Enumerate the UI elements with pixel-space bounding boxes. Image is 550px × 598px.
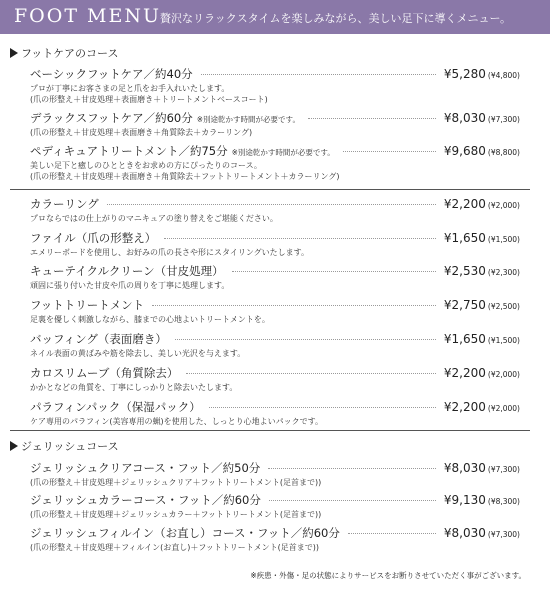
menu-item-desc: 足裏を優しく刺激しながら、膝までの心地よいトリートメントを。: [30, 315, 270, 324]
menu-item-name: ファイル（爪の形整え）: [30, 231, 157, 245]
menu-item-name: カロスリムーブ（角質除去）: [30, 366, 179, 380]
menu-item-desc: 美しい足下と癒しのひとときをお求めの方にぴったりのコース。: [30, 161, 262, 170]
menu-item-price: ¥9,680 (¥8,800): [443, 144, 520, 158]
menu-item: [30, 143, 520, 182]
tax-excluded-price: (¥4,800): [487, 71, 520, 80]
menu-item-price: ¥9,130 (¥8,300): [443, 493, 520, 507]
menu-item-price: ¥2,530 (¥2,300): [443, 264, 520, 278]
menu-item-price: ¥1,650 (¥1,500): [443, 231, 520, 245]
menu-item-name: デラックスフットケア／約60分 ※別途乾かす時間が必要です。: [30, 111, 300, 125]
menu-item-price: ¥2,200 (¥2,000): [443, 366, 520, 380]
menu-item-price: ¥8,030 (¥7,300): [443, 111, 520, 125]
tax-excluded-price: (¥7,300): [487, 465, 520, 474]
menu-item-desc: 頑固に張り付いた甘皮や爪の周りを丁寧に処理します。: [30, 281, 230, 290]
dot-leader: [268, 468, 436, 469]
menu-item-price: ¥5,280 (¥4,800): [443, 67, 520, 81]
tax-excluded-price: (¥2,500): [487, 302, 520, 311]
menu-item-price: ¥2,750 (¥2,500): [443, 298, 520, 312]
tax-excluded-price: (¥1,500): [487, 336, 520, 345]
tax-excluded-price: (¥2,000): [487, 404, 520, 413]
tax-excluded-price: (¥8,300): [487, 497, 520, 506]
menu-item-name: バッフィング（表面磨き）: [30, 332, 167, 346]
menu-item: [30, 196, 520, 224]
menu-item: [30, 460, 520, 488]
page-subtitle: 贅沢なリラックスタイムを楽しみながら、美しい足下に導くメニュー。: [160, 12, 512, 25]
section-divider: [10, 430, 530, 431]
dot-leader: [348, 533, 436, 534]
menu-item-desc: かかとなどの角質を、丁寧にしっかりと除去いたします。: [30, 383, 238, 392]
tax-excluded-price: (¥2,300): [487, 268, 520, 277]
dot-leader: [269, 500, 436, 501]
dot-leader: [164, 238, 436, 239]
menu-item: [30, 525, 520, 553]
menu-item-price: ¥8,030 (¥7,300): [443, 526, 520, 540]
tax-excluded-price: (¥1,500): [487, 235, 520, 244]
menu-item-name: ペディキュアトリートメント／約75分 ※別途乾かす時間が必要です。: [30, 144, 335, 158]
menu-item-name: ベーシックフットケア／約40分: [30, 67, 193, 81]
menu-item-desc: ケア専用のパラフィン(美容専用の蝋)を使用した、しっとり心地よいパックです。: [30, 417, 323, 426]
menu-item-desc: (爪の形整え＋甘皮処理＋ジェリッシュカラー＋フットトリートメント(足首まで)): [30, 510, 322, 519]
section-heading-footcare: フットケアのコース: [10, 45, 118, 61]
page-title: FOOT MENU: [14, 5, 162, 27]
menu-item: [30, 365, 520, 393]
dot-leader: [152, 305, 436, 306]
tax-excluded-price: (¥8,800): [487, 148, 520, 157]
menu-item-desc: (爪の形整え＋甘皮処理＋表面磨き＋角質除去＋フットトリートメント＋カラーリング): [30, 172, 340, 181]
menu-item-name: フットトリートメント: [30, 298, 145, 312]
menu-item-name: キューテイクルクリーン（甘皮処理）: [30, 264, 224, 278]
dot-leader: [201, 74, 436, 75]
menu-item: [30, 492, 520, 520]
menu-item-name: パラフィンパック（保湿パック）: [30, 400, 201, 414]
menu-item-name: ジェリッシュフィルイン（お直し）コース・フット／約60分: [30, 526, 340, 540]
dot-leader: [107, 204, 436, 205]
menu-item: [30, 297, 520, 325]
menu-item: [30, 399, 520, 427]
tax-excluded-price: (¥7,300): [487, 530, 520, 539]
menu-item-name: ジェリッシュクリアコース・フット／約50分: [30, 461, 261, 475]
tax-excluded-price: (¥2,000): [487, 370, 520, 379]
tax-excluded-price: (¥7,300): [487, 115, 520, 124]
menu-item-name: カラーリング: [30, 197, 99, 211]
dot-leader: [343, 151, 436, 152]
menu-item-desc: エメリーボードを使用し、お好みの爪の長さや形にスタイリングいたします。: [30, 248, 310, 257]
menu-item-name: ジェリッシュカラーコース・フット／約60分: [30, 493, 261, 507]
section-heading-gelish: ジェリッシュコース: [10, 438, 119, 454]
dot-leader: [209, 407, 436, 408]
dot-leader: [232, 271, 436, 272]
menu-item-desc: (爪の形整え＋甘皮処理＋ジェリッシュクリア＋フットトリートメント(足首まで)): [30, 478, 322, 487]
menu-item-desc: プロが丁寧にお客さまの足と爪をお手入れいたします。: [30, 84, 230, 93]
menu-item: [30, 263, 520, 291]
menu-item-price: ¥1,650 (¥1,500): [443, 332, 520, 346]
section-divider: [10, 189, 530, 190]
dot-leader: [175, 339, 436, 340]
footnote: ※疾患・外傷・足の状態によりサービスをお断りさせていただく事がございます。: [250, 571, 526, 580]
menu-item: [30, 110, 520, 138]
menu-item-price: ¥8,030 (¥7,300): [443, 461, 520, 475]
triangle-bullet-icon: [10, 48, 18, 58]
menu-item: [30, 66, 520, 105]
menu-item-desc: (爪の形整え＋甘皮処理＋フィルイン(お直し)＋フットトリートメント(足首まで)): [30, 543, 320, 552]
menu-item-price: ¥2,200 (¥2,000): [443, 197, 520, 211]
menu-item: [30, 230, 520, 258]
menu-item-desc: プロならではの仕上がりのマニキュアの塗り替えをご堪能ください。: [30, 214, 278, 223]
menu-item-desc: ネイル表面の黄ばみや筋を除去し、美しい光沢を与えます。: [30, 349, 246, 358]
menu-item-note: ※別途乾かす時間が必要です。: [231, 148, 335, 157]
menu-item: [30, 331, 520, 359]
triangle-bullet-icon: [10, 441, 18, 451]
menu-item-desc: (爪の形整え＋甘皮処理＋表面磨き＋トリートメントベースコート): [30, 95, 268, 104]
dot-leader: [186, 373, 436, 374]
tax-excluded-price: (¥2,000): [487, 201, 520, 210]
menu-item-desc: (爪の形整え＋甘皮処理＋表面磨き＋角質除去＋カラーリング): [30, 128, 253, 137]
menu-item-note: ※別途乾かす時間が必要です。: [196, 115, 300, 124]
menu-item-price: ¥2,200 (¥2,000): [443, 400, 520, 414]
dot-leader: [308, 118, 436, 119]
header-banner: [0, 0, 550, 34]
